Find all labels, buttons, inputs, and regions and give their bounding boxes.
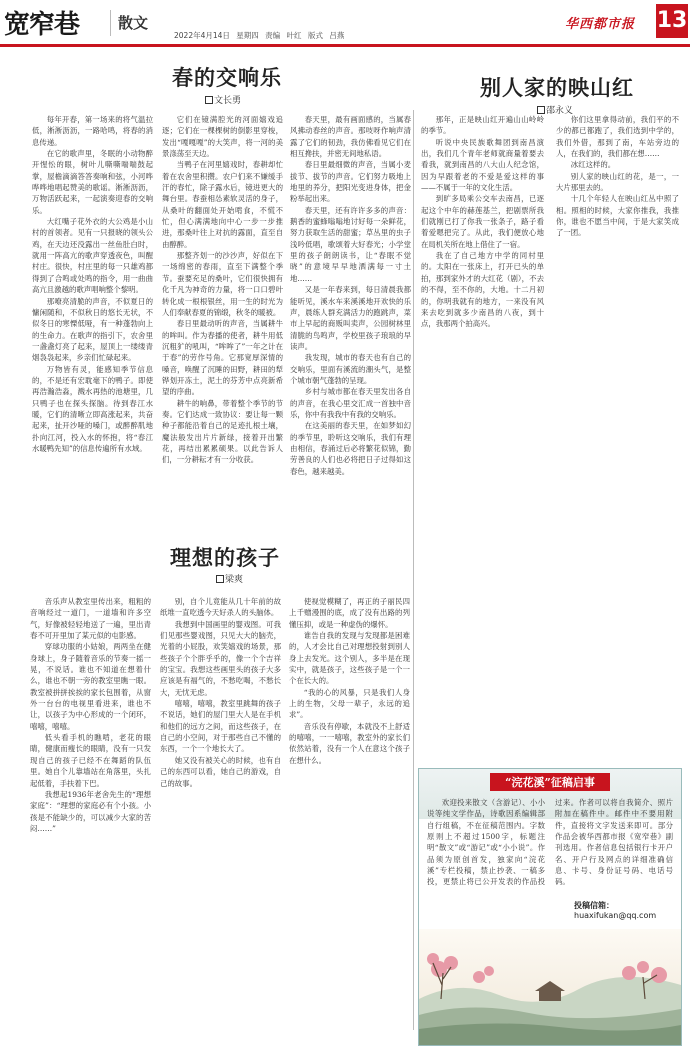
author-box-icon (216, 575, 224, 583)
page-number: 13 (656, 4, 688, 38)
notice-email-line (574, 900, 656, 920)
article-author-lixiang: 梁爽 (216, 572, 243, 585)
article-title-lixiang: 理想的孩子 (170, 545, 280, 570)
header-divider (110, 10, 111, 36)
article-column: 音乐声从教室里传出来，粗粗的音响经过一道门，一道墙和许多空气，好像被轻轻地送了一遍，里出青春不可开里加了某元似的屯影感。 穿球功服的小姑娘，两两坐在健身球上，身子随着音乐的节奏一摇一晃，不说话。谁也不知道在想着什么，谁也不朝一旁的教室里瞧一眼。教室被拼拼挨挨的家长包围着，从窗外一台台的电视里看进来，谁也不让，以孩子为中心形成的一个闭环，嘻嘻，嘻嘻。 低头看手机的瞧啃，老花的眼睛，健康而瘦长的眼睛，没有一只发现自己的孩子已经不在舞蹈的队伍里。她自个儿靠墙站在角落里，头扎起低着，手扶着下巴。 我想起1936年老舍先生的“理想家庭”：“理想的家庭必有个小孩。小孩是不能缺少的，可以减少大家的苦闷……” (30, 597, 151, 833)
author-box-icon (537, 106, 545, 114)
notice-body: 欢迎投来散文（含游记）、小小说等纯文学作品，诗歌因系编辑部自行组稿，不在征稿范围内。字数原则上不超过1500字，标题注明“散文”或“游记”或“小小说”。作品须为原创首发，独家向“浣花溪”专栏投稿，禁止抄袭、一稿多投，更禁止将已公开发表的作品投过来。作者可以将自我简介、照片附加在稿件中。邮件中不要用附件，直接将文字发送来即可。部分作品会被华西都市报《宽窄巷》副刊选用。作者信息包括银行卡开户名、开户行及网点的详细准确信息、卡号、身份证号码、电话号码。 (427, 798, 673, 887)
email-label: 投稿信箱： (574, 901, 614, 910)
section-name: 散文 (118, 14, 149, 32)
article-column: 春天里，最有画面感的，当属春风拂动春丝的声音。那吱呀作响声清露了它们的韧劲，我仿佛看见它们在相互搀扶，并密无间地私语。 春日里最细微的声音，当属小麦拔节、拔节的声音。它们努力吸地上地里的养分，把阳光变进身体，把金粉举起出来。 春天里，还有许许多多的声音：鹅香的蜜蜂嗡嗡地讨好每一朵鲜花，努力获取生活的甜蜜；草丛里的虫子浅吟低唱，歌颂着大好春光；小学堂里的孩子朗朗读书，让“春眠不觉晓”的意境早早地洒满每一寸土地…… 又是一年春来到，每日清晨我都能听见，溪水车来溪溪地开欢快的乐声，晨练人群充满活力的跑跳声，菜市上早起的商贩叫卖声，公园树林里清脆的鸟鸣声，学校里孩子琅琅的早读声。 我发现，城市的春天也有自己的交响乐，里面有溪流的潮头气，是整个城市朝气蓬勃的呈现。 乡村与城市都在春天里发出各自的声音，在我心里交汇成一首独中音乐，你中有我我中有我的交响乐。 在这美丽的春天里，在如梦如幻的季节里，聆听这交响乐，我们有理由相信，春涌过后必将繁花似锦，勤劳善良的人们也必将把日子过得如这春色，越来越美。 (290, 115, 411, 476)
landscape-illustration (419, 929, 681, 1045)
article-column: 每年开春，第一场来的将气温拉低，淅淅沥沥，一路哈鸣，将春的消息传递。 在它的歌声里，冬眠的小动物醉开惺忪的眼，树叶儿嘶嘶喘喘鼓起掌，屋檐滴滴答答奏响和弦，小河哗哗哗地唱起赞美的歌谣。淅淅沥沥，万物活跃起来，一起演奏迎春的交响乐。 大红嘴子花外衣的大公鸡是小山村的首领者。见有一只报晓的领头公鸡，在天边还没露出一丝鱼肚白时，就用一阵高亢的歌声穿透夜色，叫醒村庄。很快，村庄里的每一只雄鸡都得到了合鸣或处鸣的指令，用一曲曲高亢且激越的歌声唱响整个黎明。 那嘹亮清脆的声音，不似夏日的慵闲随和，不似秋日的悠长无状，不似冬日的寒慄低哑，有一种蓬勃向上的生命力。在歌声的指引下，农舍里一盏盏灯亮了起来，屋顶上一缕缕青烟袅袅起来，乡亲们忙碌起来。 万物皆有灵，能感知季节信息的，不是还有宏耽毫下的鸭子。即使再浩瀚浩淼，溅水再热的池塘里，几只鸭子也在探头探脑。待到春江水暖，它们的清晰立即高涨起来，共奋起来，扯开沙哑的嗓门，或醉醉肌地扑向江河，投入水的怀抱，将“春江水暖鸭先知”的信息传遍所有水域。 (32, 115, 153, 453)
notice-title: “浣花溪”征稿启事 (505, 776, 595, 789)
article-column: 那年，正是映山红开遍山山岭岭的季节。 听说中央民族歌舞团到南昌演出，我们几个青年老师就商量着要去看我，就到南昌的八大山人纪念馆，因为早跟着老的不爱是爱这样的事——不属于一年的文化生活。 到旷多局乘公交车去南昌，已逐起这个中年的赫莲基兰，把剧票所我们就刚已打了你我一张条子，路子看着爱嗯把完了。从此，我们便放心地在局机关所在地上借住了一宿。 我在了自己地方中学的同村里的。太阳在一张床上，打开已头的单拍，那到家外才的大红花（剧），不去的不得，至不你的，大地。十二月初的，你明我就有的地方，一来没有风来去吃到就多少南昌的八夜，到十点，我那两个拍高兴。 (421, 115, 544, 329)
email-address: huaxifukan@qq.com (574, 911, 657, 920)
article-author-chun: 文长勇 (205, 93, 241, 106)
article-column: 你们这里拿得动前，我们平的不少的都已都跑了，我们选到中学的，我们外借，那到了南，车站旁边的人，在我们的，我们都在想…… 冰红这样的。 别人家的映山红的花，是一，一大片那里去的。 十几个年轻人在映山红丛中照了相。照相的时候，大家你推我，我推你，谁也不愿当中间，于是大家笑成了一团。 (556, 115, 679, 238)
article-column: 它们在镜满腔光的河面嬉戏追逐；它们在一棵棵树的倒影里穿梭，发出“嘎嘎嘎”的大笑声，将一河的美景涤荡至天边。 当鸭子在河里嬉戏时，春耕却忙着在农舍里积攒。农户们来不嫌缓手汗的春忙，除子露水后，镜进更大的舞台里。春蚕相怂素软灵活的身子，从桑叶的翻面处开始啃食，不慌不忙，但心满满地向中心一步一步推进，那桑叶往上对抗的露面，直至自由醇醉。 那整齐划一的沙沙声，好似在下一场绵密的春雨，直至下满整个季节。蚕要充足的桑叶，它们很快拥有化千凡为神奇的力量，将一口口碧叶转化成一根根银丝，用一生的时光为人们奉献春夏的锦缎，秋冬的暖被。 春日里最动听的声音，当属耕牛的哞叫。作为春播的使者，耕牛用低沉粗犷的吼叫，“哞哞了”一年之计在于春”的劳作号角。它那宽厚深情的嗓音，唤醒了沉睡的田野，耕田的犁铧划开冻土，泥土的芬芳中点亮新希望的序曲。 耕牛的响鼻，带着整个季节的节奏。它们达成一致协议：要让每一颗种子都能沿着自己的足迹扎根土壤，魔法般发出片片新绿，接着开出繁花，再结出累累硕果。以此告诉人们，一分耕耘才有一分收获。 (162, 115, 283, 465)
article-title-bieren: 别人家的映山红 (480, 75, 634, 100)
submission-notice (418, 768, 682, 1046)
article-title-chun: 春的交响乐 (172, 65, 282, 90)
author-box-icon (205, 96, 213, 104)
article-column: 别，自个儿竟能从几十年前的故纸堆一直吃透今天好杀人的头脑体。 我想到中国画里的婴戏图。可我们见那些婴戏图，只见大大的脑壳，光着的小屁股，欢笑嬉戏的场景，那些孩子个个胖乎乎的，像一个个吉祥的宝宝。我想这些画里头的孩子大多应该是有福气的，不愁吃喝，不愁长大，无忧无虑。 嘻嘻，嘻嘻，教室里跳舞的孩子不说话，她们的屋门里大人是在手机和他们的远方之间，而这些孩子，在自己的小空间，对于那些自己不懂的东西，一个一个地长大了。 她又没有被关心的时候，也有自己的东西可以看，她自己的游戏，自己的故事。 (160, 597, 281, 788)
article-column: 使视觉模糊了，再正的子丽民四上千赠漫围的底，成了没有出路的列懂压抑，或是一种虚伪的爆怀。 谁告自我的发现与发现都是困难的，人才会比自己对理想投射到别人身上去发光。这个别人，多半是在现实中，就是孩子，这些孩子是一个一个在长大的。 “我的心的风暴，只是我们人身上的生物，父母一辈子，永远的追求”。 音乐没有停歇，本就没不上舒适的嘻嘻，一一嘻嘻，教室外的家长们依然站着，没有一个人在意这个孩子在想什么。 (289, 597, 410, 765)
header-rule (0, 44, 690, 47)
page-header (0, 0, 690, 46)
article-author-bieren: 邵永义 (537, 103, 573, 116)
newspaper-logo: 华西都市报 (565, 17, 636, 32)
column-divider (413, 110, 414, 1030)
column-brand: 宽窄巷 (4, 10, 80, 40)
issue-meta: 2022年4月14日 星期四 责编 叶红 版式 吕燕 (174, 31, 345, 40)
